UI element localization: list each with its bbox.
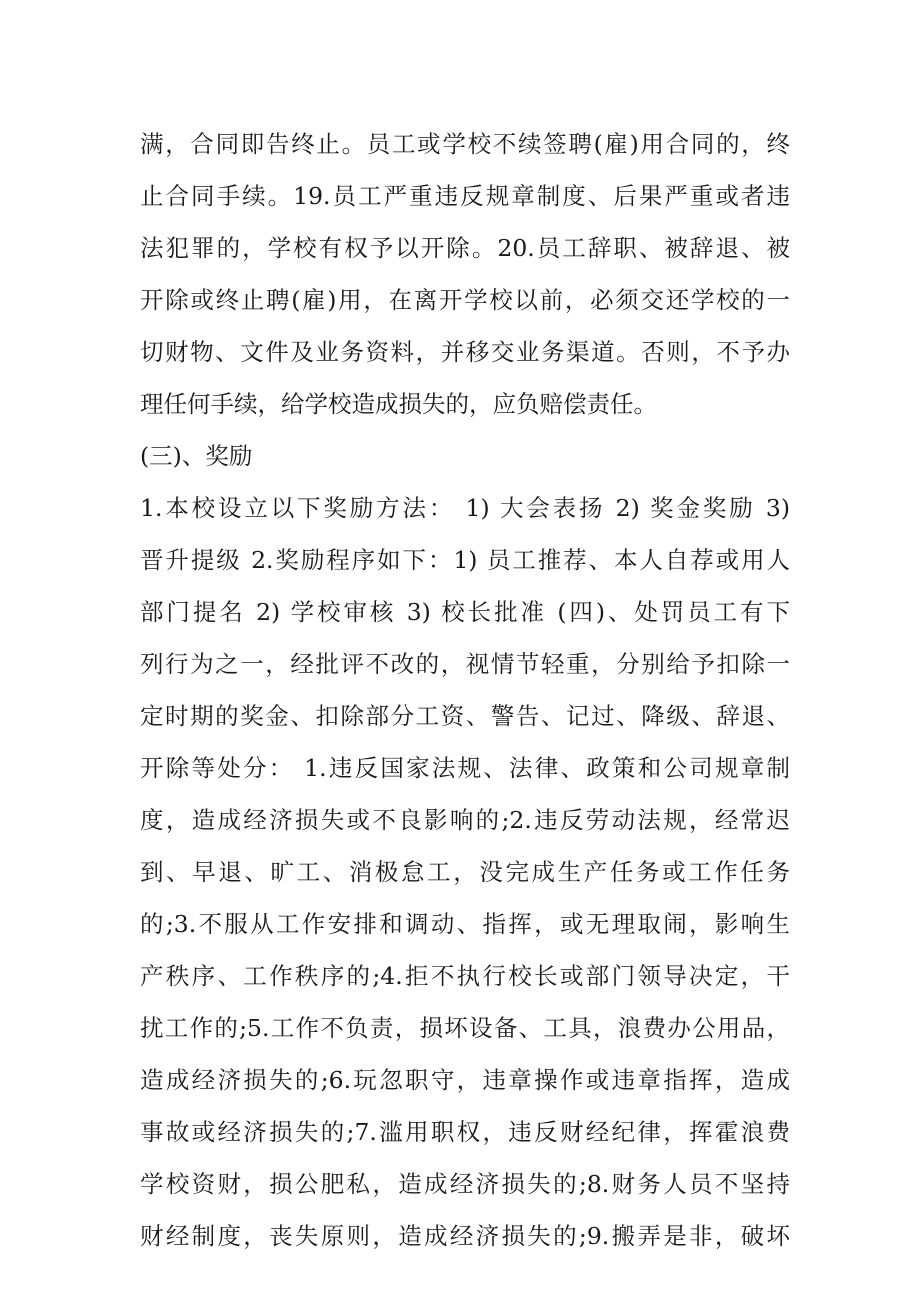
text-line: 财经制度，丧失原则，造成经济损失的;9.搬弄是非，破坏 xyxy=(140,1222,790,1250)
text-line: 切财物、文件及业务资料，并移交业务渠道。否则，不予办 xyxy=(140,338,790,366)
text-line: 事故或经济损失的;7.滥用职权，违反财经纪律，挥霍浪费 xyxy=(140,1118,790,1146)
text-line: 到、早退、旷工、消极怠工，没完成生产任务或工作任务 xyxy=(140,858,790,886)
text-line: 法犯罪的，学校有权予以开除。20.员工辞职、被辞退、被 xyxy=(140,234,790,262)
text-line: 度，造成经济损失或不良影响的;2.违反劳动法规，经常迟 xyxy=(140,806,790,834)
body-text xyxy=(140,118,790,1262)
text-line: 晋升提级 2.奖励程序如下：1) 员工推荐、本人自荐或用人 xyxy=(140,546,790,574)
text-line: 满，合同即告终止。员工或学校不续签聘(雇)用合同的，终 xyxy=(140,130,790,158)
text-line: 产秩序、工作秩序的;4.拒不执行校长或部门领导决定，干 xyxy=(140,962,790,990)
text-line: 扰工作的;5.工作不负责，损坏设备、工具，浪费办公用品， xyxy=(140,1014,790,1042)
text-line: 定时期的奖金、扣除部分工资、警告、记过、降级、辞退、 xyxy=(140,702,790,730)
text-line: 列行为之一，经批评不改的，视情节轻重，分别给予扣除一 xyxy=(140,650,790,678)
text-line: 的;3.不服从工作安排和调动、指挥，或无理取闹，影响生 xyxy=(140,910,790,938)
text-line: 造成经济损失的;6.玩忽职守，违章操作或违章指挥，造成 xyxy=(140,1066,790,1094)
text-line: 开除或终止聘(雇)用，在离开学校以前，必须交还学校的一 xyxy=(140,286,790,314)
text-line: 开除等处分： 1.违反国家法规、法律、政策和公司规章制 xyxy=(140,754,790,782)
text-line: 理任何手续，给学校造成损失的，应负赔偿责任。 xyxy=(140,390,657,418)
text-line: 学校资财，损公肥私，造成经济损失的;8.财务人员不坚持 xyxy=(140,1170,790,1198)
text-line: 止合同手续。19.员工严重违反规章制度、后果严重或者违 xyxy=(140,182,790,210)
text-line: 1.本校设立以下奖励方法： 1) 大会表扬 2) 奖金奖励 3) xyxy=(140,494,790,522)
text-line: 部门提名 2) 学校审核 3) 校长批准 (四)、处罚员工有下 xyxy=(140,598,790,626)
section-heading: (三)、奖励 xyxy=(140,442,253,470)
